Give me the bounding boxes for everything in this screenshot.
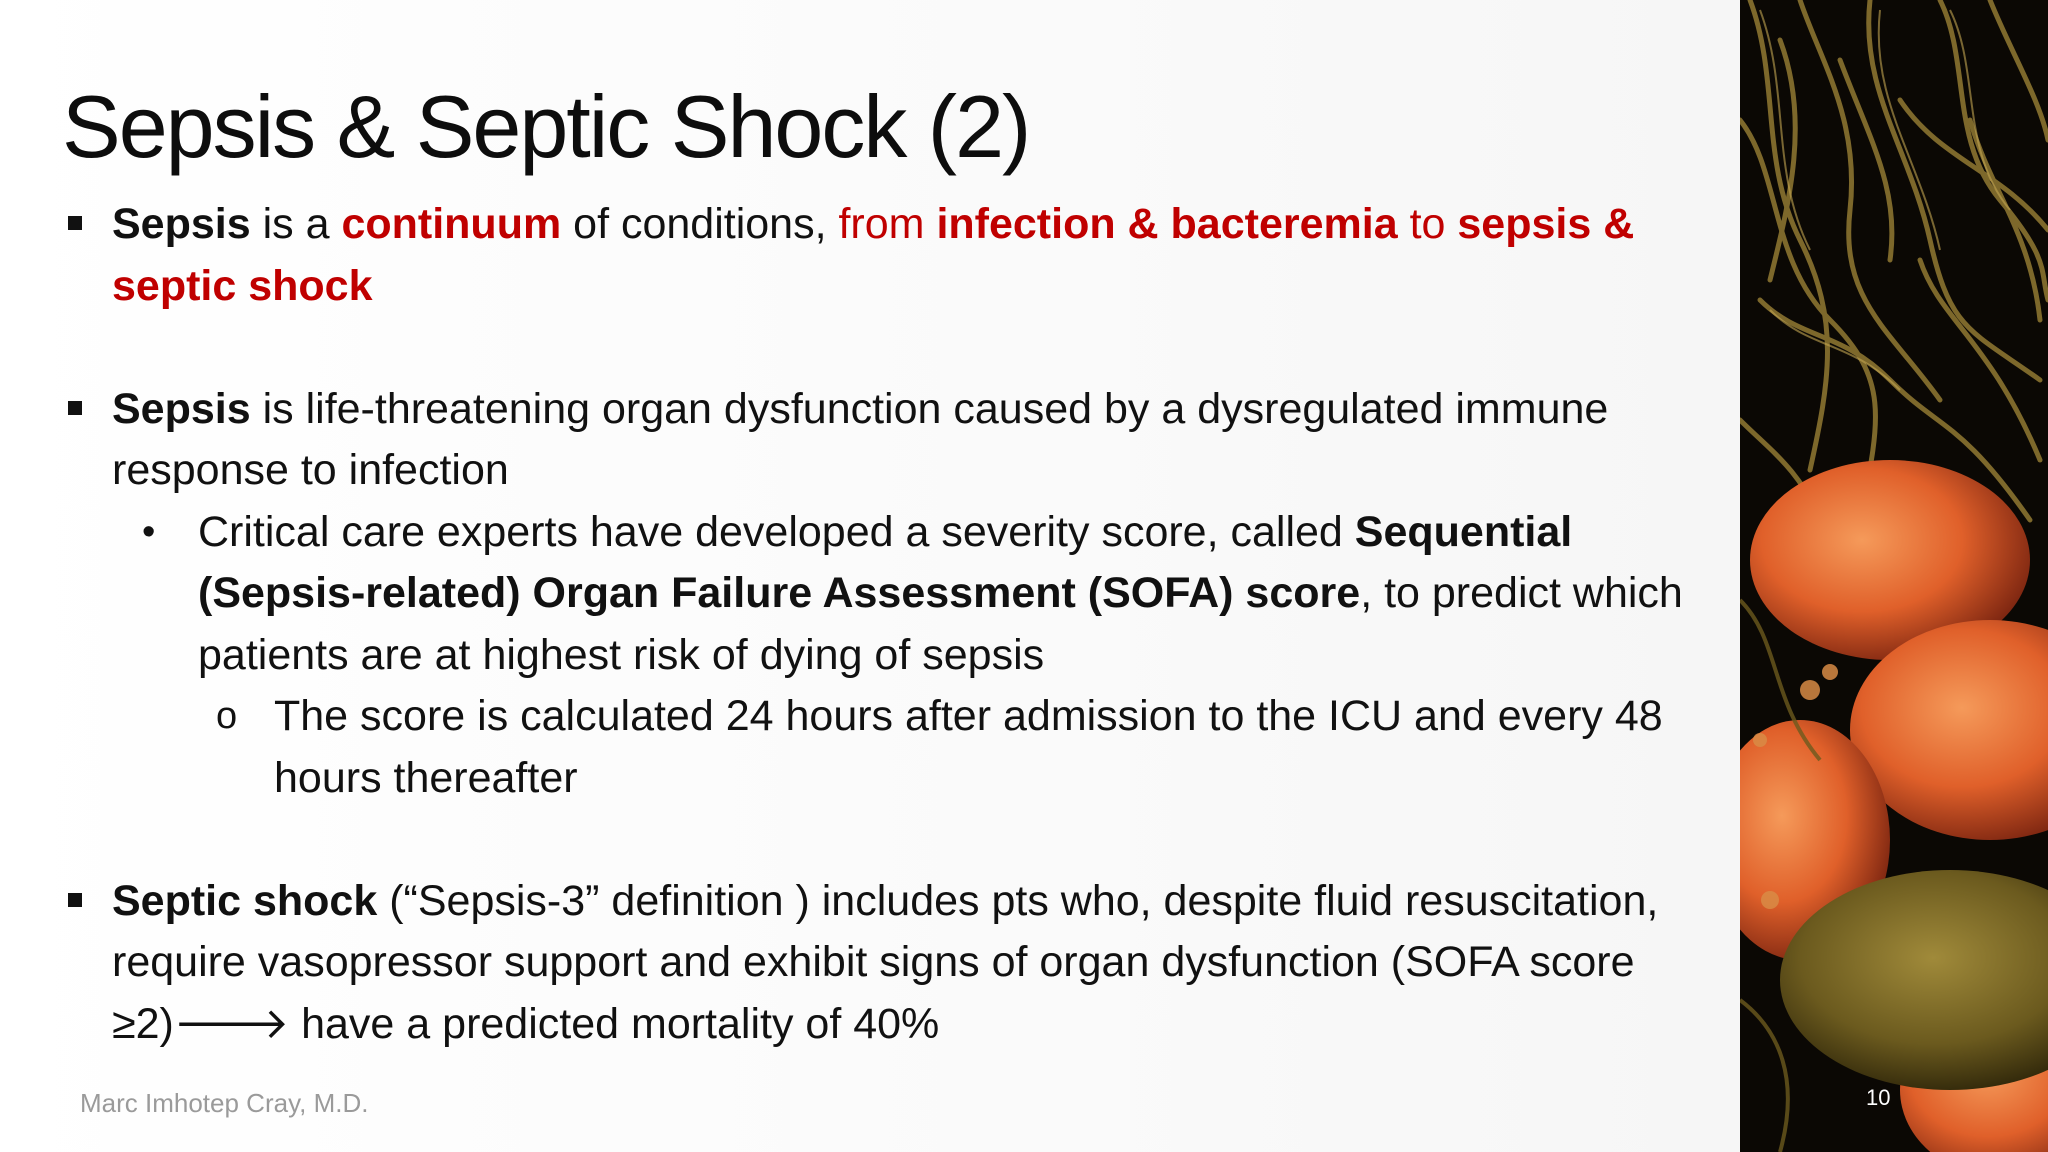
term-sofa-score: Sequential (Sepsis-related) Organ Failure Assessment (SOFA) score (198, 507, 1573, 617)
spacer (62, 809, 1722, 871)
sub-bullet-sofa (62, 502, 1722, 687)
sub-sub-bullet-calculation (62, 686, 1722, 809)
square-bullet-icon (68, 216, 82, 230)
bacteria-micrograph-image (1740, 0, 2048, 1152)
arrow-right-icon: 🡒 (173, 999, 290, 1048)
footer-author: Marc Imhotep Cray, M.D. (80, 1088, 369, 1118)
term-sepsis: Sepsis (112, 200, 251, 248)
square-bullet-icon (68, 401, 82, 415)
circle-bullet-icon: o (216, 695, 238, 737)
text: The score is calculated 24 hours after admission to the ICU and every 48 hours thereafter (274, 692, 1663, 802)
bullet-continuum (62, 194, 1722, 317)
term-septic-shock: Septic shock (112, 876, 378, 925)
text: is life-threatening organ dysfunction caused by a dysregulated immune response to infection (112, 384, 1609, 494)
text: of conditions, (561, 200, 839, 248)
micrograph-illustration (1740, 0, 2048, 1152)
title-suffix: (2) (927, 77, 1030, 176)
text: have a predicted mortality of 40% (289, 999, 940, 1048)
dot-bullet-icon: • (142, 510, 156, 553)
text: (“Sepsis-3” definition ) includes pts who, despite fluid resuscitation, require vasopressor support and exhibit signs of organ dysfunction (SOFA score ≥2) (112, 876, 1659, 1048)
term-sepsis-septic-shock: sepsis & septic shock (112, 200, 1635, 310)
bullet-septic-shock (62, 871, 1722, 1056)
term-continuum: continuum (341, 200, 562, 248)
bullet-definition (62, 379, 1722, 502)
text: , to predict which patients are at highest risk of dying of sepsis (198, 569, 1683, 679)
text: Critical care experts have developed a severity score, called (198, 507, 1355, 556)
text-to: to (1397, 200, 1458, 248)
term-sepsis: Sepsis (112, 384, 251, 433)
text-from: from (838, 200, 937, 248)
spacer (62, 317, 1722, 379)
text: is a (250, 200, 342, 248)
square-bullet-icon (68, 893, 82, 907)
page-number: 10 (1866, 1085, 1891, 1110)
slide-title (62, 72, 1029, 182)
bullet-list (62, 194, 1722, 1055)
title-main: Sepsis & Septic Shock (62, 77, 906, 176)
term-infection-bacteremia: infection & bacteremia (936, 200, 1398, 248)
